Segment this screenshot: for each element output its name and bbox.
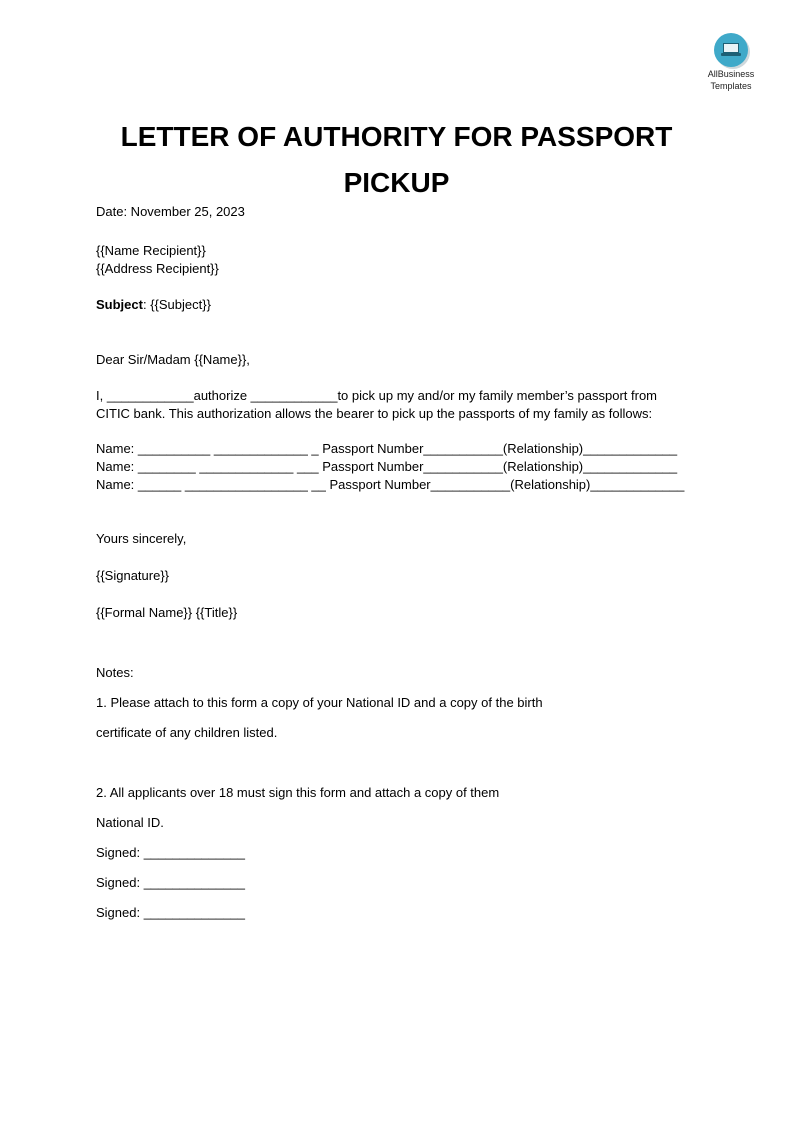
note-1-line-1: 1. Please attach to this form a copy of your National ID and a copy of the birth (96, 695, 543, 710)
signed-line: Signed: ______________ (96, 905, 245, 920)
family-row: Name: __________ _____________ _ Passport Number___________(Relationship)_____________ (96, 441, 678, 456)
logo-text-line1: AllBusiness (707, 69, 755, 79)
recipient-name: {{Name Recipient}} (96, 243, 206, 258)
note-2-line-1: 2. All applicants over 18 must sign this form and attach a copy of them (96, 785, 500, 800)
note-1-line-2: certificate of any children listed. (96, 725, 278, 740)
family-row: Name: ________ _____________ ___ Passport Number___________(Relationship)_____________ (96, 459, 678, 474)
signed-line: Signed: ______________ (96, 875, 245, 890)
company-logo (700, 33, 762, 91)
signed-line: Signed: ______________ (96, 845, 245, 860)
laptop-icon (714, 33, 748, 67)
subject-line (96, 296, 211, 314)
notes-heading: Notes: (96, 665, 134, 680)
closing: Yours sincerely, (96, 531, 187, 546)
subject-value: : {{Subject}} (142, 297, 211, 312)
recipient-address: {{Address Recipient}} (96, 261, 219, 276)
family-row: Name: ______ _________________ __ Passport Number___________(Relationship)_____________ (96, 477, 685, 492)
date-line: Date: November 25, 2023 (96, 204, 245, 219)
body-line-1: I, ____________authorize ____________to pick up my and/or my family member’s passport from (96, 388, 658, 403)
logo-text-line2: Templates (710, 81, 752, 91)
subject-label: Subject (96, 297, 143, 312)
salutation: Dear Sir/Madam {{Name}}, (96, 352, 250, 367)
page-title: LETTER OF AUTHORITY FOR PASSPORT PICKUP (120, 121, 673, 198)
formal-name-title: {{Formal Name}} {{Title}} (96, 605, 238, 620)
note-2-line-2: National ID. (96, 815, 164, 830)
body-line-2: CITIC bank. This authorization allows the bearer to pick up the passports of my family as follows: (96, 406, 653, 421)
signature-placeholder: {{Signature}} (96, 568, 170, 583)
